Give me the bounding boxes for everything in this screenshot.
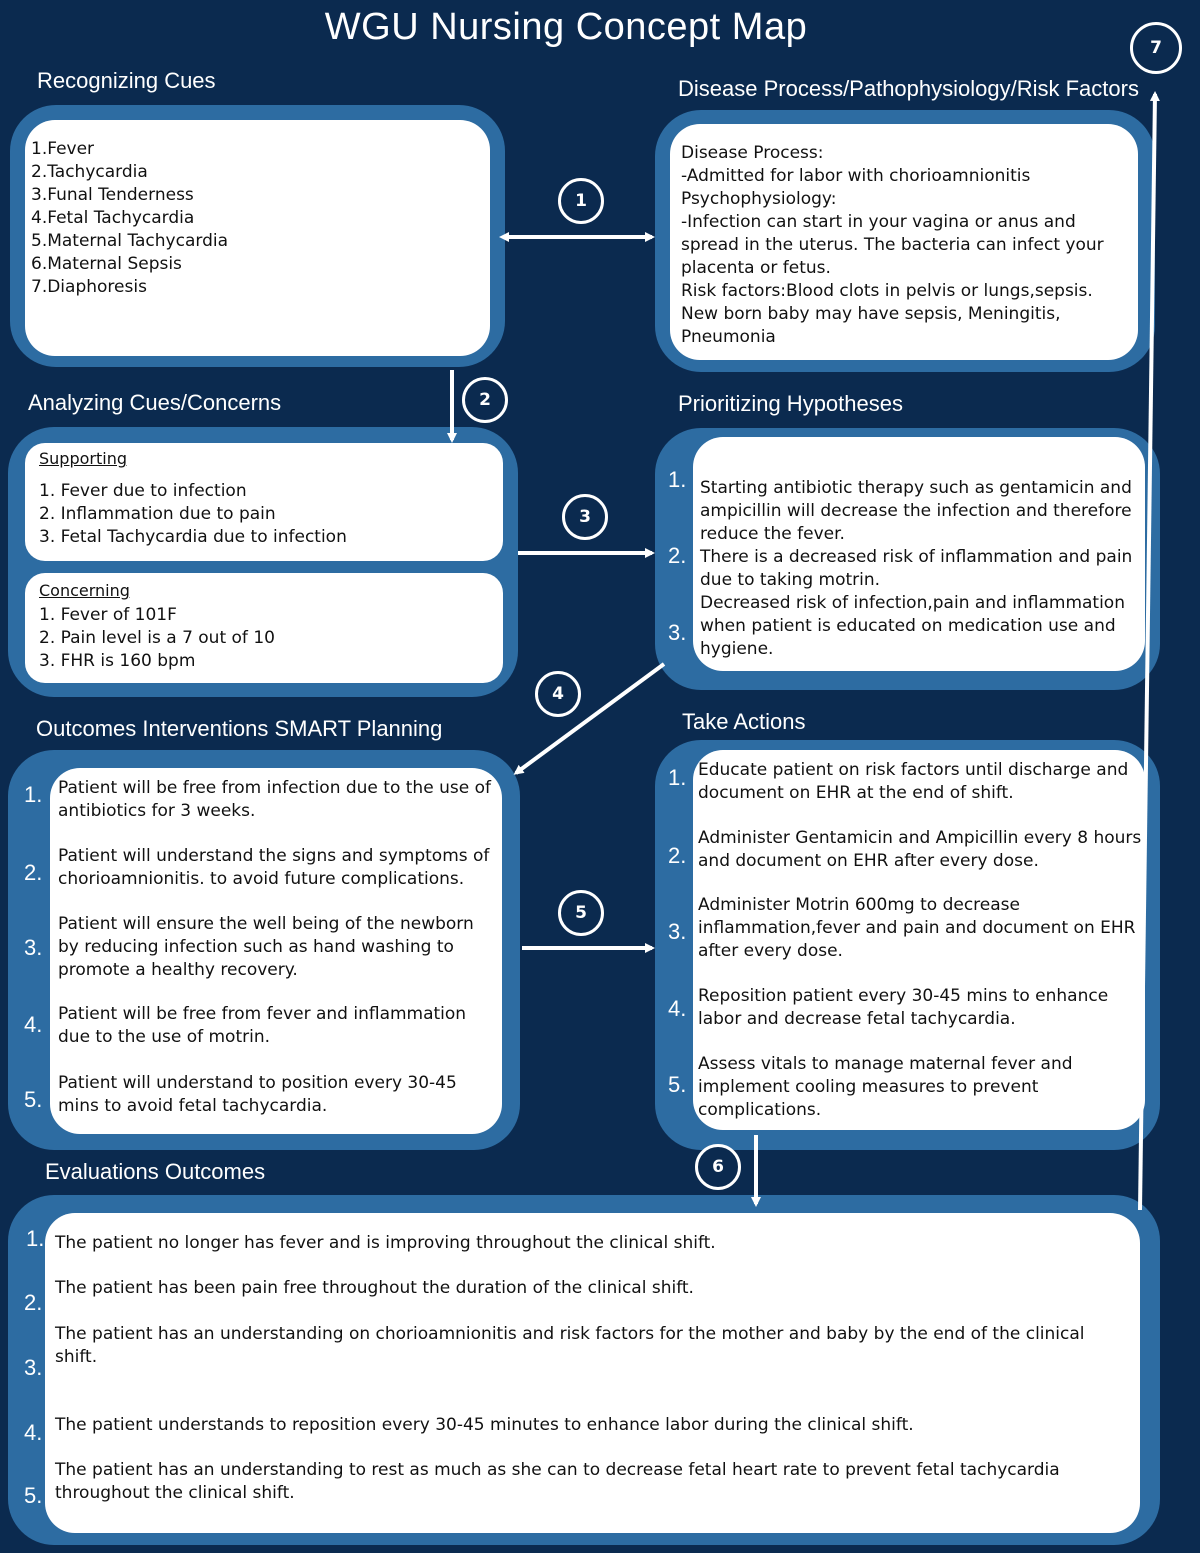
disease-process-text: -Admitted for labor with chorioamnionitis — [681, 166, 1031, 186]
supporting-item: 1. Fever due to infection — [39, 481, 247, 501]
evaluation-item: The patient has an understanding to rest as much as she can to decrease fetal heart rate to prevent fetal tachycardia throughout the clinical shift. — [55, 1460, 1066, 1503]
heading-analyzing-cues: Analyzing Cues/Concerns — [28, 390, 282, 415]
action-number: 2. — [668, 843, 687, 868]
outcome-number: 2. — [24, 860, 43, 885]
step-2-circle: 2 — [462, 377, 508, 423]
step-1-circle: 1 — [558, 178, 604, 224]
evaluation-number: 5. — [24, 1483, 43, 1508]
cue-item: 3.Funal Tenderness — [31, 185, 194, 205]
concerning-item: 3. FHR is 160 bpm — [39, 651, 196, 671]
cue-item: 2.Tachycardia — [31, 162, 148, 182]
prioritizing-card — [693, 437, 1145, 671]
action-item: Educate patient on risk factors until discharge and document on EHR at the end of shift. — [698, 760, 1134, 803]
pathophysiology-label: Psychophysiology: — [681, 189, 837, 209]
step-6-circle: 6 — [695, 1144, 741, 1190]
disease-process-card — [670, 124, 1138, 360]
outcome-number: 5. — [24, 1087, 43, 1112]
outcome-item: Patient will be free from infection due to the use of antibiotics for 3 weeks. — [58, 778, 497, 821]
evaluation-number: 2. — [24, 1290, 43, 1315]
evaluation-item: The patient has an understanding on chorioamnionitis and risk factors for the mother and baby by the end of the clinical shift. — [55, 1324, 1090, 1367]
step-4-circle: 4 — [535, 671, 581, 717]
evaluation-item: The patient understands to reposition every 30-45 minutes to enhance labor during the clinical shift. — [55, 1415, 914, 1435]
cue-item: 5.Maternal Tachycardia — [31, 231, 228, 251]
concerning-item: 1. Fever of 101F — [39, 605, 177, 625]
actions-card — [693, 750, 1145, 1130]
evaluation-item: The patient no longer has fever and is improving throughout the clinical shift. — [55, 1233, 716, 1253]
priority-item: Starting antibiotic therapy such as gentamicin and ampicillin will decrease the infection and therefore reduce the fever. — [700, 478, 1138, 544]
action-item: Assess vitals to manage maternal fever and implement cooling measures to prevent complications. — [698, 1054, 1078, 1120]
action-number: 5. — [668, 1072, 687, 1097]
recognizing-cues-card — [25, 120, 490, 356]
disease-process-label: Disease Process: — [681, 143, 824, 163]
heading-outcomes-planning: Outcomes Interventions SMART Planning — [36, 716, 443, 741]
step-5-circle: 5 — [558, 890, 604, 936]
evaluation-item: The patient has been pain free throughout the duration of the clinical shift. — [55, 1278, 694, 1298]
concerning-title: Concerning — [39, 581, 130, 600]
supporting-item: 3. Fetal Tachycardia due to infection — [39, 527, 347, 547]
priority-number: 2. — [668, 543, 687, 568]
cue-item: 7.Diaphoresis — [31, 277, 147, 297]
heading-take-actions: Take Actions — [682, 709, 806, 734]
action-item: Reposition patient every 30-45 mins to enhance labor and decrease fetal tachycardia. — [698, 986, 1114, 1029]
evaluation-number: 3. — [24, 1355, 43, 1380]
step-7-circle: 7 — [1130, 22, 1182, 74]
priority-number: 3. — [668, 620, 687, 645]
evaluations-card — [45, 1213, 1140, 1533]
evaluation-number: 1. — [26, 1226, 45, 1251]
cue-item: 4.Fetal Tachycardia — [31, 208, 195, 228]
supporting-card — [25, 443, 503, 561]
pathophysiology-text: -Infection can start in your vagina or anus and spread in the uterus. The bacteria can infect your placenta or fetus. — [681, 212, 1110, 278]
outcome-item: Patient will be free from fever and inflammation due to the use of motrin. — [58, 1004, 472, 1047]
outcome-item: Patient will understand the signs and symptoms of chorioamnionitis. to avoid future complications. — [58, 846, 495, 889]
outcome-number: 3. — [24, 935, 43, 960]
concerning-card — [25, 573, 503, 683]
action-number: 4. — [668, 996, 687, 1021]
heading-disease-process: Disease Process/Pathophysiology/Risk Factors — [678, 76, 1139, 101]
risk-factors-text: Risk factors:Blood clots in pelvis or lungs,sepsis. New born baby may have sepsis, Meningitis, Pneumonia — [681, 281, 1099, 347]
priority-item: There is a decreased risk of inflammation and pain due to taking motrin. — [700, 547, 1138, 590]
action-item: Administer Motrin 600mg to decrease inflammation,fever and pain and document on EHR after every dose. — [698, 895, 1141, 961]
outcome-number: 1. — [24, 782, 43, 807]
action-number: 3. — [668, 919, 687, 944]
priority-item: Decreased risk of infection,pain and inflammation when patient is educated on medication use and hygiene. — [700, 593, 1131, 659]
heading-prioritizing-hypotheses: Prioritizing Hypotheses — [678, 391, 903, 416]
cue-item: 6.Maternal Sepsis — [31, 254, 182, 274]
priority-number: 1. — [668, 467, 687, 492]
outcomes-card — [50, 768, 502, 1134]
action-item: Administer Gentamicin and Ampicillin every 8 hours and document on EHR after every dose. — [698, 828, 1147, 871]
action-number: 1. — [668, 765, 687, 790]
outcome-number: 4. — [24, 1012, 43, 1037]
outcome-item: Patient will understand to position every 30-45 mins to avoid fetal tachycardia. — [58, 1073, 463, 1116]
concerning-item: 2. Pain level is a 7 out of 10 — [39, 628, 275, 648]
heading-evaluations-outcomes: Evaluations Outcomes — [45, 1159, 266, 1184]
page-title: WGU Nursing Concept Map — [324, 6, 808, 48]
supporting-item: 2. Inflammation due to pain — [39, 504, 276, 524]
cue-item: 1.Fever — [31, 139, 95, 159]
step-3-circle: 3 — [562, 494, 608, 540]
supporting-title: Supporting — [39, 449, 127, 468]
evaluation-number: 4. — [24, 1420, 43, 1445]
outcome-item: Patient will ensure the well being of the newborn by reducing infection such as hand washing to promote a healthy recovery. — [58, 914, 480, 980]
heading-recognizing-cues: Recognizing Cues — [37, 68, 216, 93]
